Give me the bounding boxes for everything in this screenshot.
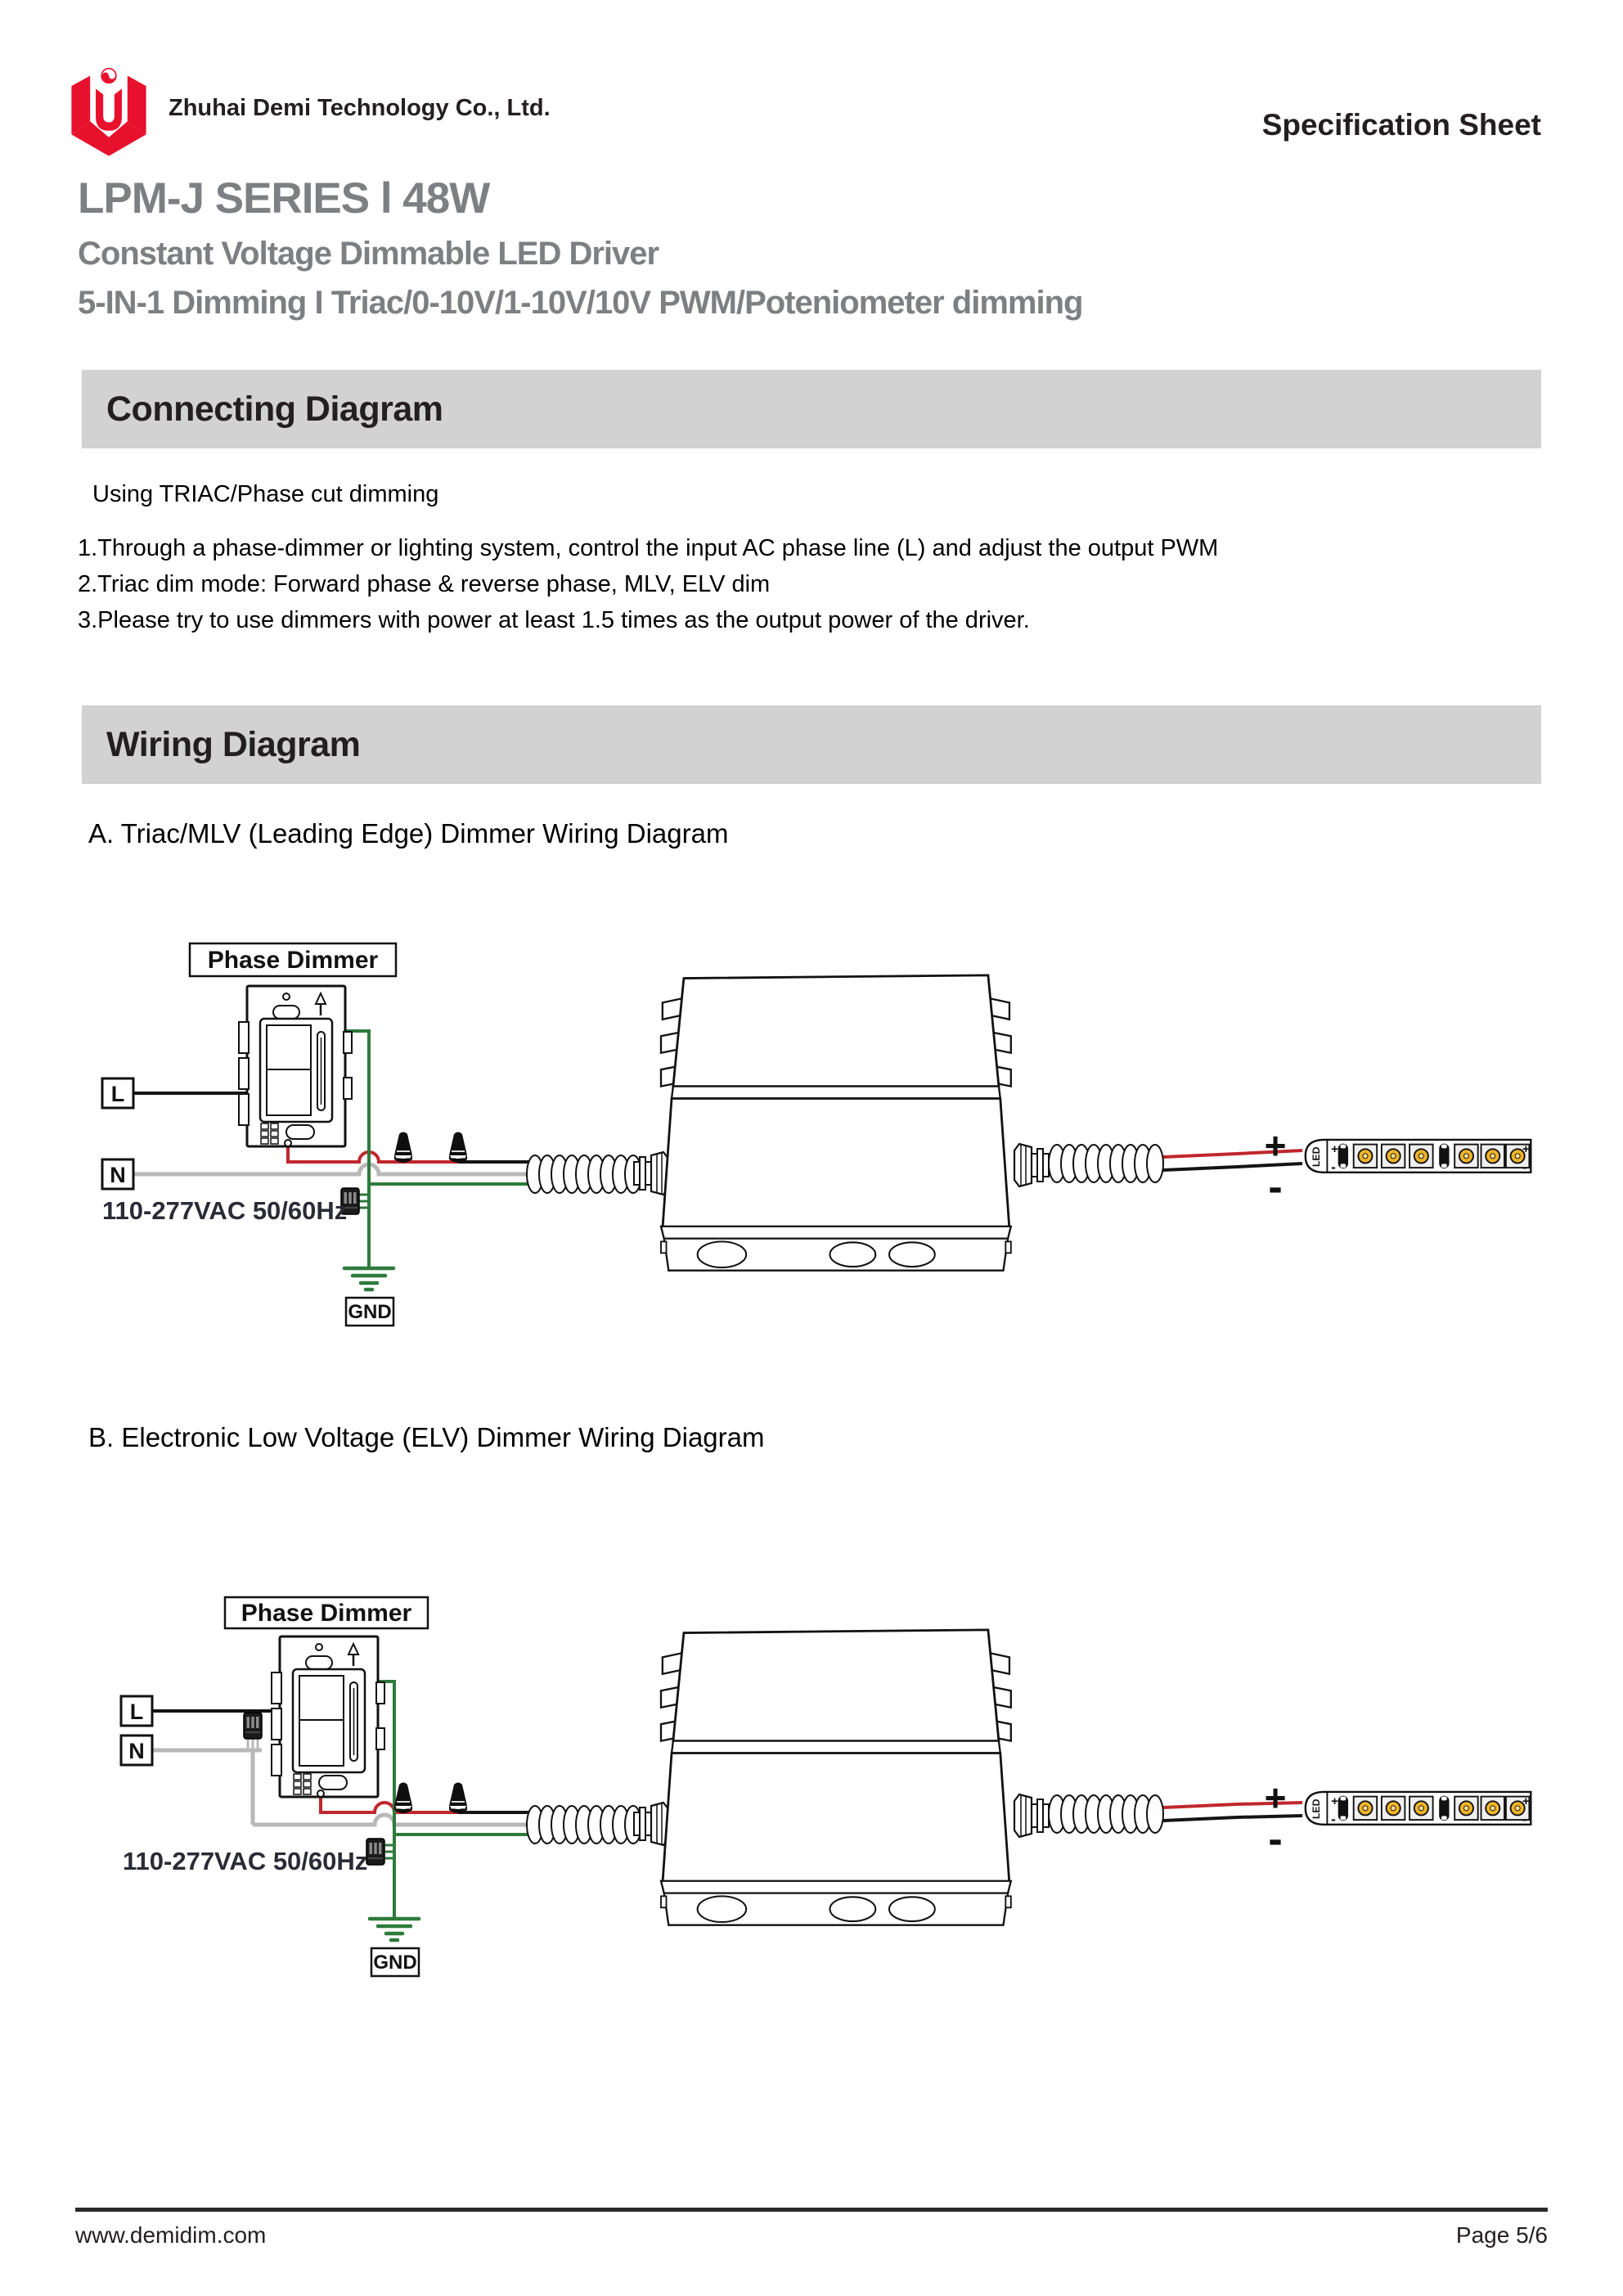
section-header-wiring-diagram <box>82 705 1541 784</box>
strip-end-plus-mark: + <box>1522 1794 1530 1809</box>
input-conduit-fitting <box>634 1152 668 1195</box>
neutral-label: N <box>128 1739 145 1763</box>
phase-dimmer-device <box>239 986 352 1146</box>
line-label: L <box>129 1699 144 1724</box>
diagram-b-caption: B. Electronic Low Voltage (ELV) Dimmer Wiring Diagram <box>88 1422 765 1452</box>
dimmed-hot-wire <box>321 1797 458 1812</box>
wire-nut <box>394 1783 412 1814</box>
phase-dimmer-device <box>272 1636 384 1797</box>
ground-wire <box>345 1031 550 1267</box>
product-subtitle: Constant Voltage Dimmable LED Driver <box>78 236 659 272</box>
strip-end-minus-mark: - <box>1522 1811 1527 1827</box>
strip-plus-mark: + <box>1331 1142 1339 1157</box>
note-line-2: 2.Triac dim mode: Forward phase & reverse phase, MLV, ELV dim <box>78 571 771 597</box>
strip-end-plus-mark: + <box>1522 1142 1530 1157</box>
neutral-label: N <box>110 1163 126 1187</box>
neutral-wire <box>133 1164 550 1174</box>
input-conduit <box>527 1155 641 1193</box>
diagram-b-elv <box>75 1591 1548 1984</box>
output-minus-label: - <box>1268 1816 1283 1863</box>
series-title: LPM-J SERIES l 48W <box>78 174 490 223</box>
dimmed-hot-wire <box>288 1146 458 1162</box>
input-voltage-label: 110-277VAC 50/60Hz <box>123 1847 368 1875</box>
output-minus-label: - <box>1268 1164 1283 1211</box>
footer-page-number: Page 5/6 <box>1455 2222 1548 2248</box>
line-label: L <box>110 1082 125 1106</box>
input-conduit <box>527 1806 641 1844</box>
earth-ground-symbol <box>370 1919 419 1940</box>
earth-ground-symbol <box>344 1268 393 1290</box>
strip-plus-mark: + <box>1331 1794 1339 1809</box>
phase-dimmer-label: Phase Dimmer <box>207 947 379 974</box>
wire-nut <box>449 1783 467 1814</box>
note-line-1: 1.Through a phase-dimmer or lighting system, control the input AC phase line (L) and adjust the output PWM <box>78 535 1219 561</box>
gnd-label: GND <box>348 1301 392 1323</box>
input-conduit-fitting <box>634 1803 668 1845</box>
led-strip-text: LED <box>1310 1146 1322 1168</box>
strip-end-minus-mark: - <box>1522 1159 1527 1175</box>
input-voltage-label: 110-277VAC 50/60Hz <box>102 1196 348 1225</box>
output-conduit <box>1049 1145 1163 1182</box>
led-strip <box>1306 1792 1531 1827</box>
footer-website: www.demidim.com <box>75 2222 267 2248</box>
strip-minus-mark: - <box>1331 1811 1336 1827</box>
section-header-connecting-diagram <box>82 370 1541 448</box>
output-plus-label: + <box>1264 1124 1287 1167</box>
section-title: Wiring Diagram <box>106 724 361 764</box>
diagram-a-triac-mlv <box>75 941 1548 1334</box>
led-driver-box <box>661 975 1011 1271</box>
wire-nut <box>449 1132 467 1164</box>
company-name: Zhuhai Demi Technology Co., Ltd. <box>169 95 551 121</box>
led-strip <box>1306 1140 1531 1175</box>
section-title: Connecting Diagram <box>106 389 443 429</box>
wire-nut <box>394 1132 412 1164</box>
output-conduit <box>1049 1795 1163 1833</box>
ground-connector-block <box>366 1839 384 1865</box>
output-conduit-fitting <box>1014 1794 1049 1837</box>
strip-minus-mark: - <box>1331 1159 1336 1175</box>
diagram-a-caption: A. Triac/MLV (Leading Edge) Dimmer Wiring Diagram <box>88 818 729 849</box>
note-line-3: 3.Please try to use dimmers with power at least 1.5 times as the output power of the driver. <box>78 607 1030 633</box>
phase-dimmer-label: Phase Dimmer <box>241 1600 412 1627</box>
triac-intro-text: Using TRIAC/Phase cut dimming <box>92 481 439 507</box>
sheet-type-label: Specification Sheet <box>1261 108 1541 142</box>
led-strip-text: LED <box>1310 1799 1322 1820</box>
connection-notes <box>78 530 1218 638</box>
footer-divider <box>75 2208 1548 2212</box>
neutral-connector-block <box>244 1713 262 1739</box>
gnd-label: GND <box>373 1952 417 1974</box>
led-driver-box <box>661 1630 1011 1925</box>
company-logo <box>62 65 155 159</box>
dimming-subtitle: 5-IN-1 Dimming I Triac/0-10V/1-10V/10V PWM/Poteniometer dimming <box>78 285 1083 321</box>
output-conduit-fitting <box>1014 1144 1049 1186</box>
output-plus-label: + <box>1264 1776 1287 1819</box>
